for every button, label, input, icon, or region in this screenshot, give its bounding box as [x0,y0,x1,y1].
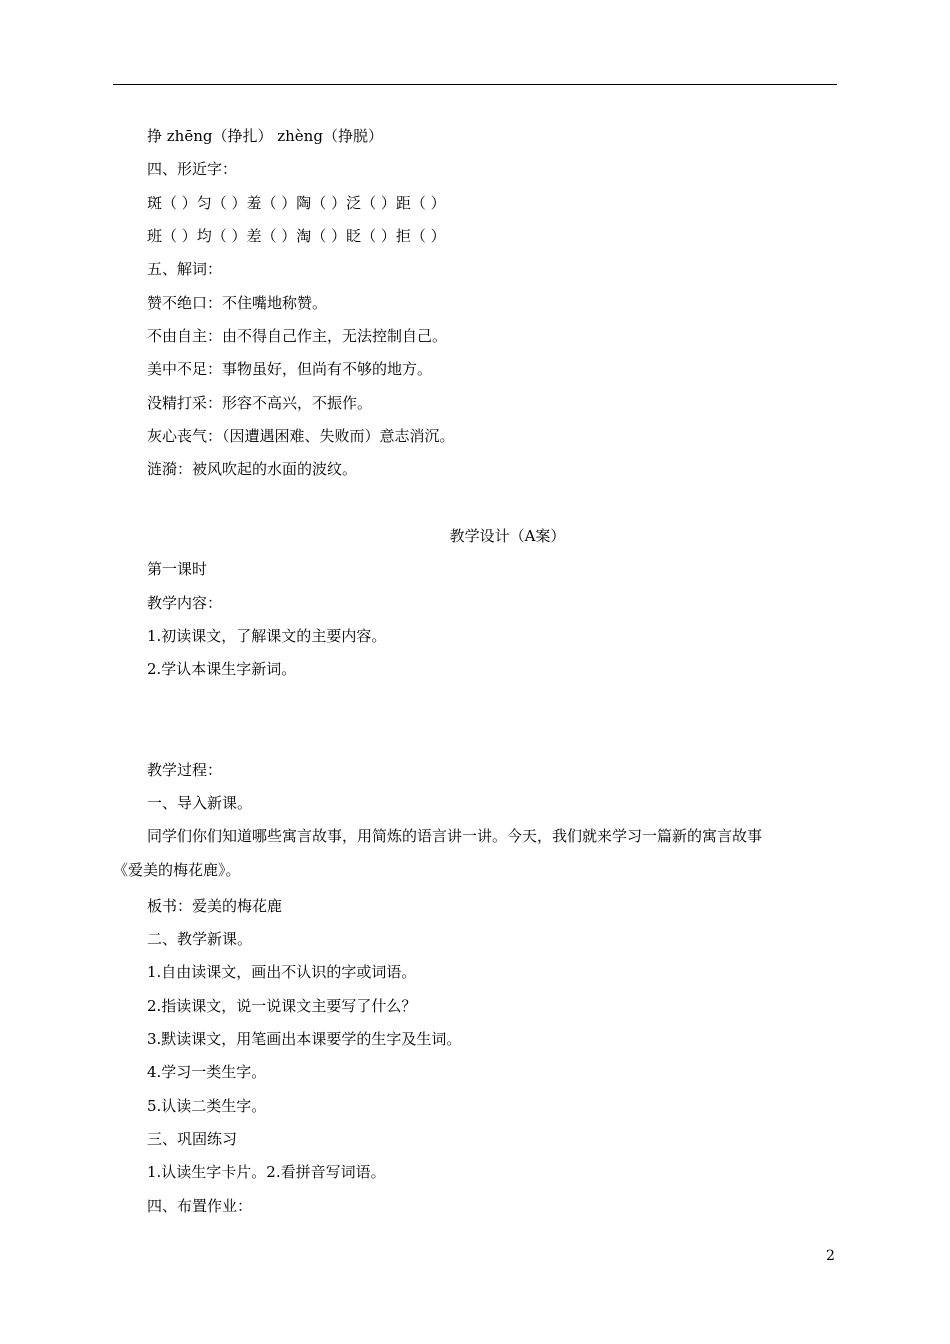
section-heading: 三、巩固练习 [147,1130,238,1148]
text-line: 板书：爱美的梅花鹿 [147,897,283,915]
text-line: 1.认读生字卡片。2.看拼音写词语。 [147,1163,386,1181]
paragraph-line: 同学们你们知道哪些寓言故事，用简炼的语言讲一讲。今天，我们就来学习一篇新的寓言故事 [147,827,763,845]
section-heading: 五、解词： [147,260,223,278]
text-line: 没精打采：形容不高兴，不振作。 [147,394,373,412]
section-heading: 四、布置作业： [147,1197,253,1215]
section-heading: 四、形近字： [147,160,238,178]
page-number: 2 [826,1248,835,1264]
header-rule [113,84,837,85]
section-heading: 一、导入新课。 [147,794,253,812]
text-line: 1.初读课文，了解课文的主要内容。 [147,627,387,645]
text-line: 教学内容： [147,594,223,612]
text-line: 灰心丧气：（因遭遇困难、失败而）意志消沉。 [147,427,455,445]
text-line: 不由自主：由不得自己作主，无法控制自己。 [147,327,448,345]
text-line: 班（ ）均（ ）差（ ）淘（ ）眨（ ）拒（ ） [147,227,446,245]
section-title: 教学设计（A案） [449,527,566,545]
text-line: 2.指读课文，说一说课文主要写了什么？ [147,997,417,1015]
text-line: 教学过程： [147,761,223,779]
text-line: 2.学认本课生字新词。 [147,660,297,678]
text-line: 斑（ ）匀（ ）羞（ ）陶（ ）泛（ ）距（ ） [147,194,446,212]
section-heading: 二、教学新课。 [147,930,253,948]
text-line: 5.认读二类生字。 [147,1097,267,1115]
text-line: 4.学习一类生字。 [147,1063,267,1081]
text-line: 美中不足：事物虽好，但尚有不够的地方。 [147,360,433,378]
text-line: 赞不绝口：不住嘴地称赞。 [147,294,328,312]
text-line: 涟漪：被风吹起的水面的波纹。 [147,460,358,478]
paragraph-line: 《爱美的梅花鹿》。 [113,861,241,879]
text-line: 1.自由读课文，画出不认识的字或词语。 [147,963,417,981]
text-line: 3.默读课文，用笔画出本课要学的生字及生词。 [147,1030,462,1048]
text-line: 挣 zhēng（挣扎） zhèng（挣脱） [147,127,383,145]
text-line: 第一课时 [147,560,208,578]
